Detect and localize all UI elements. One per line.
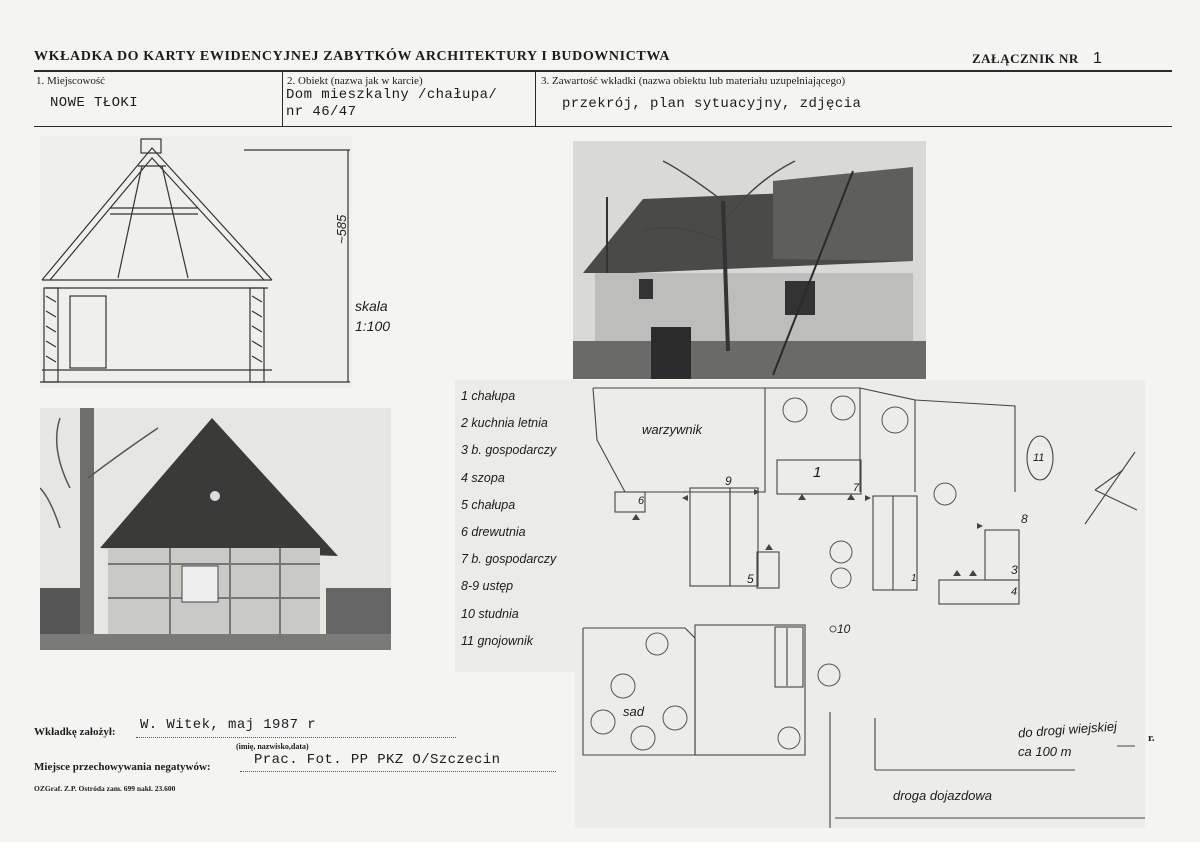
legend-item: 1 chałupa [461, 389, 516, 403]
plan-num-4: 4 [1011, 586, 1018, 598]
stray-mark: r. [1148, 732, 1155, 744]
site-plan [575, 380, 1145, 828]
created-label: Wkładkę założył: [34, 726, 116, 738]
label-distance: ca 100 m [1018, 744, 1072, 759]
scale-label: skala [355, 298, 388, 314]
print-info: OZGraf. Z.P. Ostróda zam. 699 nakł. 23.600 [34, 784, 176, 793]
legend-item: 6 drewutnia [461, 524, 526, 539]
locality-label: 1. Miejscowość [36, 75, 106, 87]
plan-num-8: 8 [1021, 512, 1028, 526]
photo-house-gable [40, 408, 391, 650]
site-plan-svg [575, 380, 1145, 828]
plan-num-11: 11 [1033, 452, 1045, 464]
height-dimension: ~585 [334, 214, 349, 244]
scale-value: 1:100 [355, 318, 391, 334]
legend-item: 11 gnojownik [461, 633, 534, 648]
legend-list [461, 389, 556, 661]
header-rule [34, 70, 1172, 72]
legend-item: 10 studnia [461, 606, 519, 621]
created-value: W. Witek, maj 1987 r [140, 717, 317, 733]
locality-value: NOWE TŁOKI [50, 95, 139, 111]
object-value-line1: Dom mieszkalny /chałupa/ [286, 87, 498, 103]
photo-house-side-svg [573, 141, 926, 379]
plan-num-3: 3 [1011, 563, 1018, 577]
plan-num-9: 9 [725, 474, 732, 488]
contents-label: 3. Zawartość wkładki (nazwa obiektu lub materiału uzupełniającego) [541, 75, 846, 87]
plan-num-7: 7 [853, 482, 860, 494]
legend-item: 8-9 ustęp [461, 579, 514, 594]
attachment-number: 1 [1093, 50, 1102, 67]
plan-num-1b: 1 [911, 573, 917, 584]
plan-num-6: 6 [638, 495, 645, 507]
object-label: 2. Obiekt (nazwa jak w karcie) [287, 75, 423, 87]
plan-num-5: 5 [747, 572, 754, 586]
legend-item: 3 b. gospodarczy [461, 443, 557, 458]
negatives-value: Prac. Fot. PP PKZ O/Szczecin [254, 752, 501, 768]
field-divider-1 [282, 70, 283, 126]
legend-item: 5 chałupa [461, 497, 516, 512]
legend-item: 4 szopa [461, 470, 505, 485]
label-sad: sad [623, 704, 644, 719]
object-value-line2: nr 46/47 [286, 104, 357, 120]
label-warzywnik: warzywnik [642, 422, 702, 437]
label-access-road: droga dojazdowa [893, 788, 993, 803]
cross-section-drawing [40, 136, 352, 388]
cross-section-svg [40, 136, 352, 388]
created-hint: (imię, nazwisko,data) [236, 742, 309, 751]
fields-rule [34, 126, 1172, 127]
legend-item: 7 b. gospodarczy [461, 552, 557, 567]
legend-item: 2 kuchnia letnia [461, 416, 548, 431]
plan-num-1: 1 [813, 464, 822, 481]
photo-house-side [573, 141, 926, 379]
photo-house-gable-svg [40, 408, 391, 650]
attachment-label: ZAŁĄCZNIK NR [972, 51, 1079, 66]
label-to-road: do drogi wiejskiej [1017, 718, 1118, 741]
negatives-label: Miejsce przechowywania negatywów: [34, 761, 211, 773]
field-divider-2 [535, 70, 536, 126]
contents-value: przekrój, plan sytuacyjny, zdjęcia [562, 96, 862, 112]
plan-num-10: 10 [837, 622, 851, 636]
form-title: WKŁADKA DO KARTY EWIDENCYJNEJ ZABYTKÓW ARCHITEKTURY I BUDOWNICTWA [34, 49, 671, 64]
